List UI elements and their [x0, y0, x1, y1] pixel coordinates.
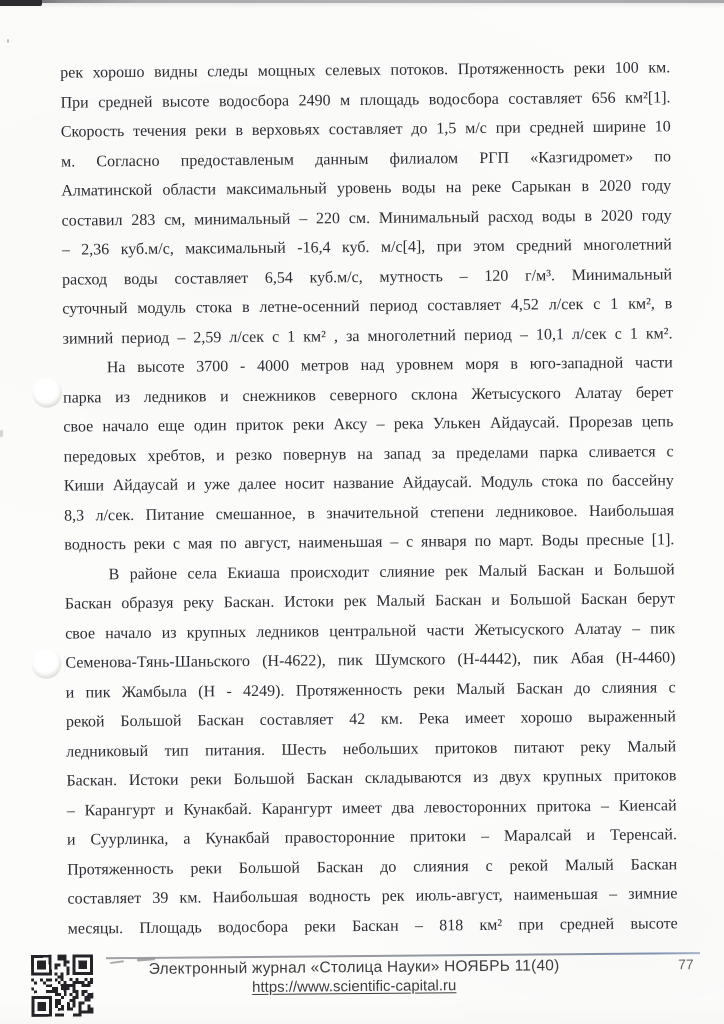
text-line: и пик Жамбыла (Н - 4249). Протяженность реки Малый Баскан до слияния с	[65, 678, 676, 702]
text-line: На высоте 3700 - 4000 метров над уровнем моря в юго-западной части	[106, 354, 673, 377]
text-line: рек хорошо видны следы мощных селевых потоков. Протяженность реки 100 км.	[60, 59, 671, 82]
text-line: рекой Большой Баскан составляет 42 км. Река имеет хорошо выраженный	[65, 708, 676, 731]
page-number: 77	[677, 956, 694, 973]
hole-punch	[32, 378, 62, 408]
text-line: месяцы. Площадь водосбора реки Баскан – 818 км² при средней высоте	[67, 914, 678, 938]
text-line: Алматинской области максимальный уровень воды на реке Сарыкан в 2020 году	[61, 177, 672, 200]
footer	[144, 956, 564, 998]
text-line: свое начало еще один приток реки Аксу – река Улькен Айдаусай. Прорезав цепь	[63, 413, 674, 436]
text-line: В районе села Екиаша происходит слияние рек Малый Баскан и Большой	[108, 560, 675, 583]
journal-title-text: Электронный журнал «Столица Науки» НОЯБРЬ 11(40)	[148, 957, 560, 978]
text-line: расход воды составляет 6,54 куб.м/с, мутность – 120 г/м³. Минимальный	[61, 265, 673, 289]
text-line: водность реки с мая по август, наименьшая – с января по март. Воды пресные [1].	[64, 531, 675, 554]
text-line: Баскан. Истоки реки Большой Баскан складываются из двух крупных притоков	[66, 767, 677, 790]
text-line: – 2,36 куб.м/с, максимальный -16,4 куб. м/с[4], при этом средний многолетний	[61, 236, 672, 259]
text-line: ледниковый тип питания. Шесть небольших притоков питают реку Малый	[66, 737, 677, 761]
text-line: суточный модуль стока в летне-осенний период составляет 4,52 л/сек с 1 км², в	[62, 295, 673, 318]
text-line: – Карангурт и Кунакбай. Карангурт имеет два левосторонних притока – Киенсай	[66, 796, 677, 820]
text-line: зимний период – 2,59 л/сек с 1 км² , за многолетний период – 10,1 л/сек с 1 км².	[62, 324, 673, 348]
text-line: Семенова-Тянь-Шаньского (Н-4622), пик Шумского (Н-4442), пик Абая (Н-4460)	[65, 649, 676, 672]
text-line: м. Согласно предоставленым данным филиалом РГП «Казгидромет» по	[60, 147, 672, 171]
text-line: Баскан образуя реку Баскан. Истоки рек Малый Баскан и Большой Баскан берут	[64, 590, 675, 613]
text-line: парка из ледников и снежников северного склона Жетысуского Алатау берет	[63, 383, 674, 407]
text-line: и Суурлинка, а Кунакбай правосторонние притоки – Маралсай и Теренсай.	[66, 826, 678, 849]
text-line: Скорость течения реки в верховьях составляет до 1,5 м/с при средней ширине 10	[60, 118, 671, 141]
pen-mark	[110, 960, 124, 964]
qr-code-image	[31, 954, 94, 1017]
text-line: составил 283 см, минимальный – 220 см. Минимальный расход воды в 2020 году	[61, 206, 672, 230]
text-line: свое начало из крупных ледников центральной части Жетысуского Алатау – пик	[65, 619, 676, 643]
text-line: Киши Айдаусай и уже далее носит название Айдаусай. Модуль стока по бассейну	[63, 472, 674, 495]
text-line: 8,3 л/сек. Питание смешанное, в значительной степени ледниковое. Наибольшая	[64, 501, 675, 525]
hole-punch	[31, 649, 61, 679]
journal-url-link[interactable]: https://www.scientific-capital.ru	[252, 977, 457, 996]
text-line: При средней высоте водосбора 2490 м площадь водосбора составляет 656 км²[1].	[60, 88, 671, 112]
text-line: Протяженность реки Большой Баскан до слияния с рекой Малый Баскан	[67, 855, 678, 879]
text-line: передовых хребтов, и резко повернув на запад за пределами парка сливается с	[63, 442, 674, 466]
text-line: составляет 39 км. Наибольшая водность рек июль-август, наименьшая – зимние	[67, 885, 678, 908]
body-text	[60, 53, 678, 943]
